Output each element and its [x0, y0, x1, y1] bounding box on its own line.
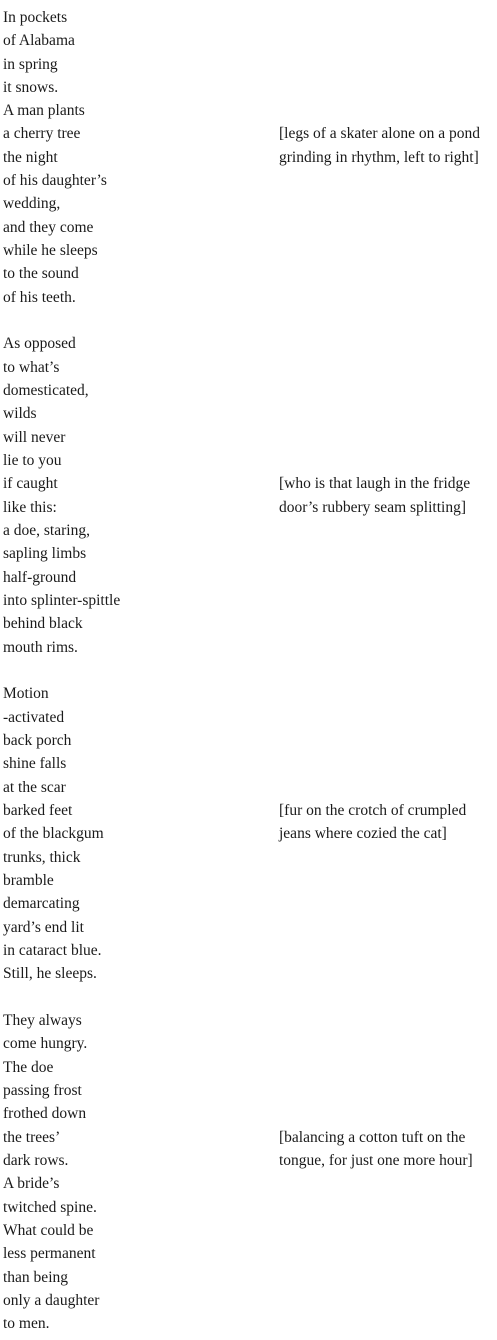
poem-line: only a daughter: [3, 1292, 100, 1309]
poem-line: at the scar: [3, 779, 66, 796]
poem-line: bramble: [3, 872, 54, 889]
poem-line: In pockets: [3, 9, 68, 26]
poem-line: lie to you: [3, 452, 62, 469]
poem-line: a doe, staring,: [3, 522, 90, 539]
bracketed-aside-line: jeans where cozied the cat]: [279, 825, 447, 842]
bracketed-aside-line: [fur on the crotch of crumpled: [279, 802, 467, 819]
poem-line: demarcating: [3, 895, 80, 912]
poem-line: like this:: [3, 499, 57, 516]
poem-line: while he sleeps: [3, 242, 98, 259]
poem-line: passing frost: [3, 1082, 82, 1099]
poem-line: if caught: [3, 475, 58, 492]
poem-line: Still, he sleeps.: [3, 965, 97, 982]
poem-line: back porch: [3, 732, 72, 749]
poem-line: yard’s end lit: [3, 919, 84, 936]
poem-line: The doe: [3, 1059, 54, 1076]
bracketed-aside-line: grinding in rhythm, left to right]: [279, 149, 479, 166]
poem-line: of the blackgum: [3, 825, 104, 842]
poem-line: wedding,: [3, 195, 61, 212]
poem-line: the night: [3, 149, 58, 166]
poem-line: than being: [3, 1269, 68, 1286]
poem-line: of Alabama: [3, 32, 75, 49]
poem-line: of his daughter’s: [3, 172, 107, 189]
poem-line: to the sound: [3, 265, 79, 282]
poem-line: half-ground: [3, 569, 77, 586]
poem-line: into splinter-spittle: [3, 592, 121, 609]
poem-line: behind black: [3, 615, 83, 632]
poem-line: shine falls: [3, 755, 67, 772]
bracketed-aside-line: tongue, for just one more hour]: [279, 1152, 473, 1169]
poem-line: to men.: [3, 1315, 50, 1332]
poem-line: frothed down: [3, 1105, 87, 1122]
poem-line: -activated: [3, 709, 65, 726]
poem-line: to what’s: [3, 359, 60, 376]
bracketed-aside-line: [balancing a cotton tuft on the: [279, 1129, 466, 1146]
bracketed-aside-line: [who is that laugh in the fridge: [279, 475, 471, 492]
poem-line: in cataract blue.: [3, 942, 102, 959]
poem-line: and they come: [3, 219, 94, 236]
poem-line: As opposed: [3, 335, 76, 352]
poem-line: sapling limbs: [3, 545, 87, 562]
poem-line: mouth rims.: [3, 639, 78, 656]
poem-line: a cherry tree: [3, 125, 81, 142]
poem-line: Motion: [3, 685, 49, 702]
bracketed-aside-line: door’s rubbery seam splitting]: [279, 499, 466, 516]
poem-line: wilds: [3, 405, 37, 422]
poem-line: trunks, thick: [3, 849, 81, 866]
poem-line: dark rows.: [3, 1152, 69, 1169]
poem-line: in spring: [3, 56, 58, 73]
poem-line: A man plants: [3, 102, 85, 119]
poem-line: it snows.: [3, 79, 59, 96]
poem-line: domesticated,: [3, 382, 89, 399]
bracketed-aside-line: [legs of a skater alone on a pond: [279, 125, 481, 142]
poem-line: What could be: [3, 1222, 94, 1239]
poem-line: A bride’s: [3, 1175, 60, 1192]
poem-line: of his teeth.: [3, 289, 76, 306]
poem-line: come hungry.: [3, 1035, 88, 1052]
poem-line: barked feet: [3, 802, 73, 819]
poem-line: will never: [3, 429, 66, 446]
poem-line: They always: [3, 1012, 82, 1029]
poem-line: twitched spine.: [3, 1199, 97, 1216]
poem-line: less permanent: [3, 1245, 96, 1262]
poem-line: the trees’: [3, 1129, 61, 1146]
